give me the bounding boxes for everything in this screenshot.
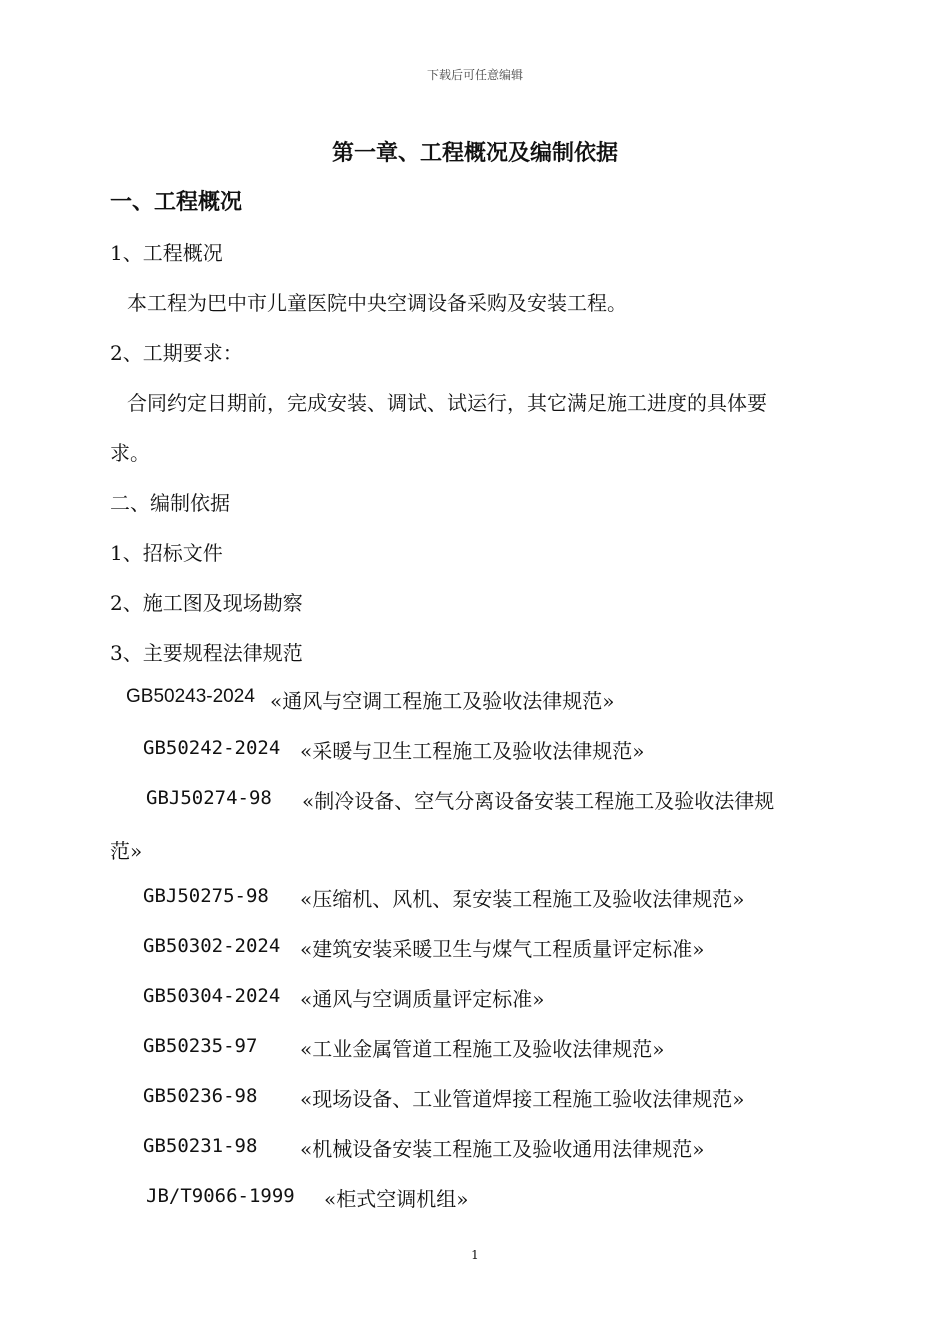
- standard-code: JB/T9066-1999: [146, 1185, 295, 1207]
- basis-item: 3、主要规程法律规范: [110, 641, 303, 665]
- standard-code: GB50304-2024: [143, 985, 281, 1007]
- standard-name: «现场设备、工业管道焊接工程施工验收法律规范»: [300, 1087, 745, 1111]
- standard-name: «工业金属管道工程施工及验收法律规范»: [300, 1037, 665, 1061]
- schedule-text-line1: 合同约定日期前，完成安装、调试、试运行，其它满足施工进度的具体要: [127, 391, 767, 415]
- basis-item: 1、招标文件: [110, 541, 223, 565]
- section-heading-overview: 一、工程概况: [110, 189, 243, 215]
- chapter-title: 第一章、工程概况及编制依据: [331, 140, 618, 166]
- standard-name: «机械设备安装工程施工及验收通用法律规范»: [300, 1137, 705, 1161]
- section-heading-basis: 二、编制依据: [110, 491, 230, 515]
- standard-name: «制冷设备、空气分离设备安装工程施工及验收法律规: [302, 789, 775, 813]
- item-heading-project-overview: 1、工程概况: [110, 241, 223, 265]
- standard-code: GBJ50274-98: [146, 787, 272, 809]
- standard-code: GB50236-98: [143, 1085, 258, 1107]
- standard-name: «建筑安装采暖卫生与煤气工程质量评定标准»: [300, 937, 705, 961]
- standard-code: GBJ50275-98: [143, 885, 269, 907]
- standard-name: «通风与空调质量评定标准»: [300, 987, 545, 1011]
- standard-name: «柜式空调机组»: [324, 1187, 469, 1211]
- standard-code: GB50242-2024: [143, 737, 281, 759]
- basis-item: 2、施工图及现场勘察: [110, 591, 303, 615]
- standard-code: GB50235-97: [143, 1035, 258, 1057]
- schedule-text-line2: 求。: [110, 441, 150, 465]
- page-number: 1: [471, 1248, 479, 1262]
- standard-name: «通风与空调工程施工及验收法律规范»: [270, 689, 615, 713]
- standard-name-continued: 范»: [110, 839, 143, 863]
- standard-code: GB50231-98: [143, 1135, 258, 1157]
- project-overview-text: 本工程为巴中市儿童医院中央空调设备采购及安装工程。: [127, 291, 627, 315]
- item-heading-schedule: 2、工期要求：: [110, 341, 243, 365]
- standard-code: GB50302-2024: [143, 935, 281, 957]
- standard-code: GB50243-2024: [126, 686, 255, 707]
- standard-name: «采暖与卫生工程施工及验收法律规范»: [300, 739, 645, 763]
- page-header-note: 下载后可任意编辑: [426, 68, 523, 82]
- standard-name: «压缩机、风机、泵安装工程施工及验收法律规范»: [300, 887, 745, 911]
